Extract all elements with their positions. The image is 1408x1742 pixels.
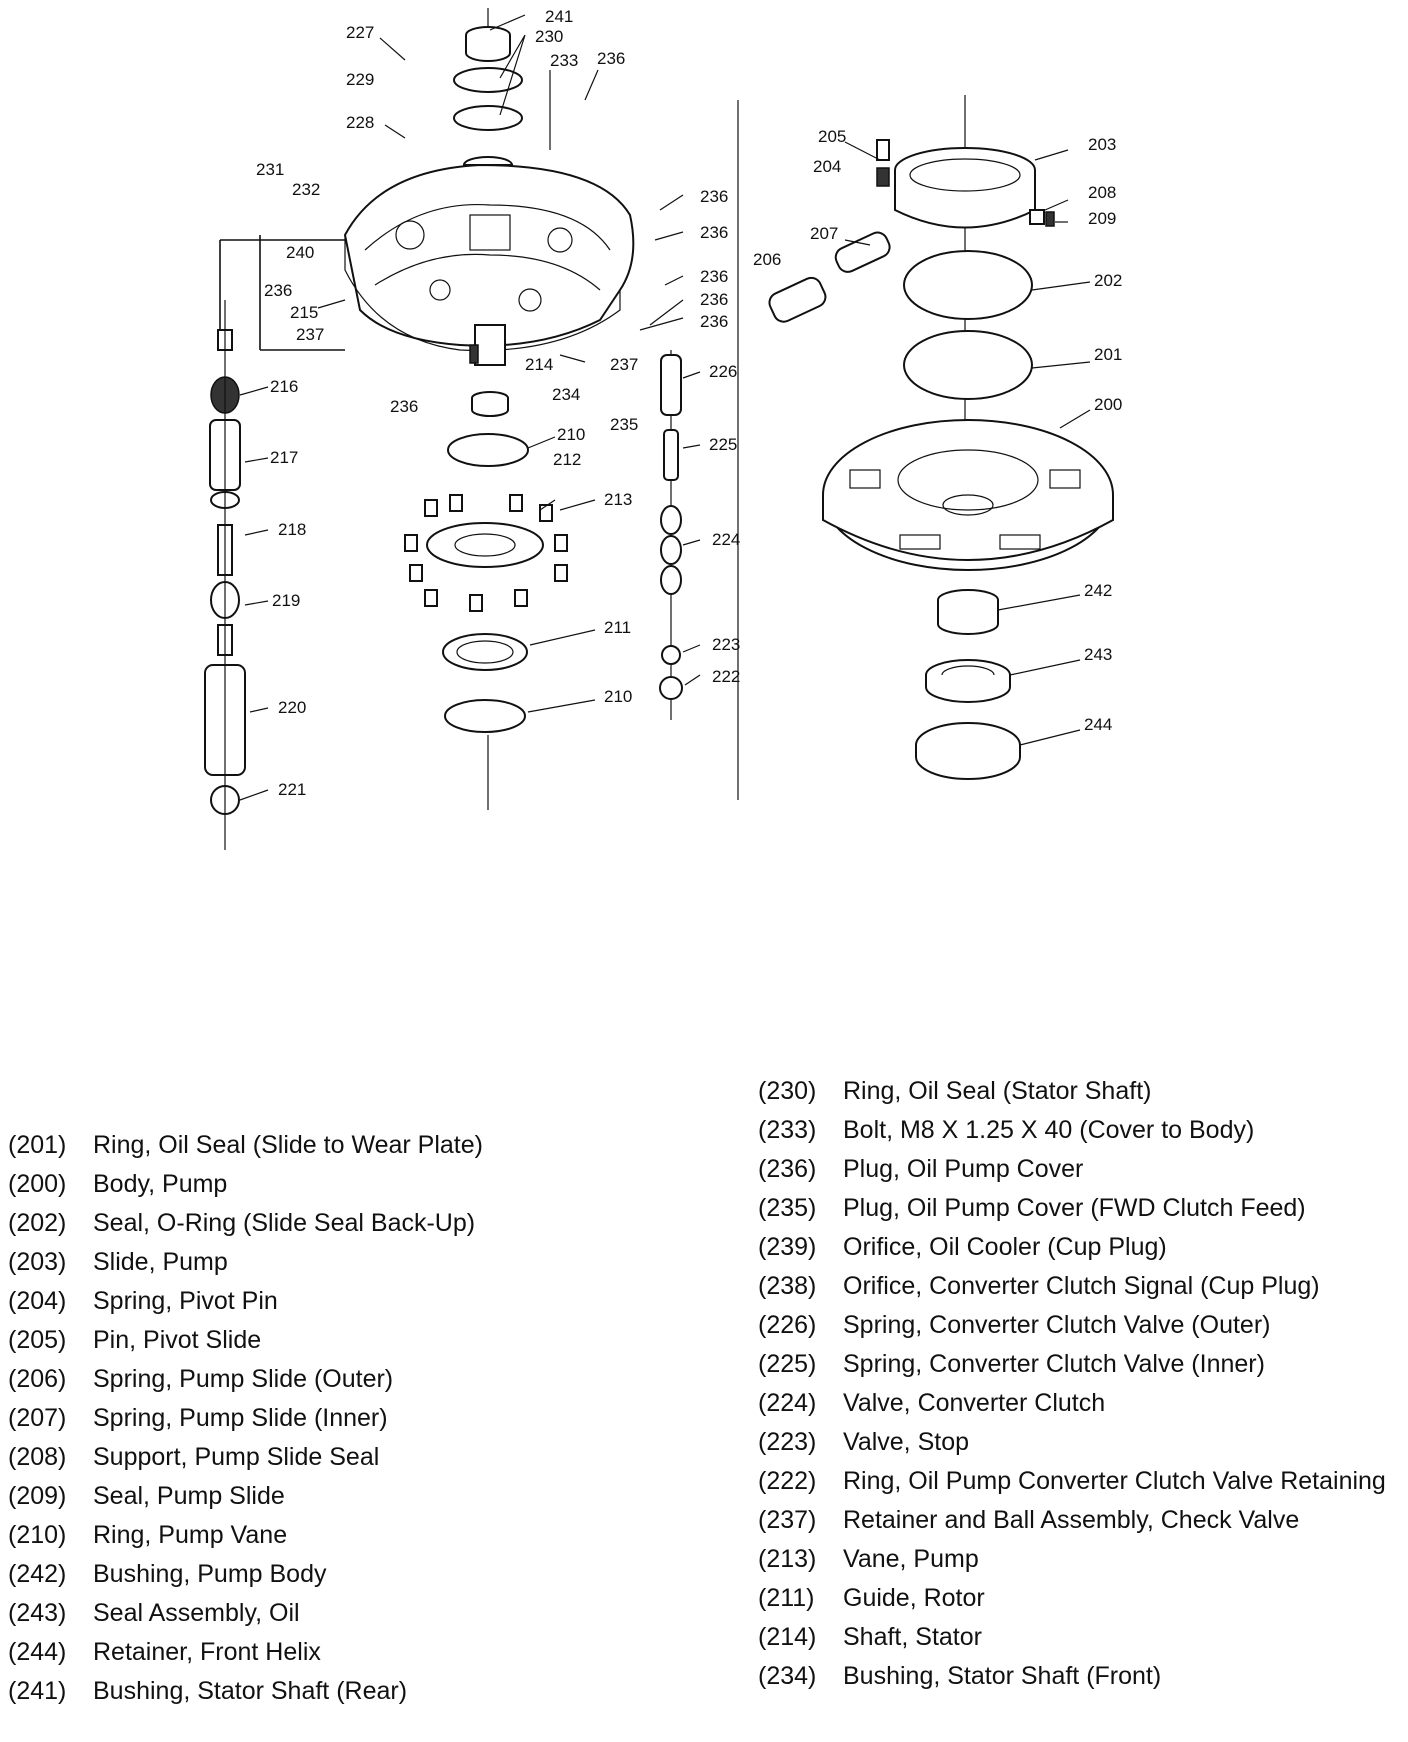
legend-part-description: Ring, Pump Vane <box>93 1521 288 1549</box>
legend-part-description: Orifice, Oil Cooler (Cup Plug) <box>843 1233 1167 1261</box>
callout-220: 220 <box>278 698 307 717</box>
legend-entry <box>758 1228 1408 1267</box>
legend-entry <box>8 1282 483 1321</box>
callout-234: 234 <box>552 385 581 404</box>
callout-232: 232 <box>292 180 321 199</box>
legend-entry <box>8 1516 483 1555</box>
callout-235: 235 <box>610 415 639 434</box>
legend-part-description: Retainer, Front Helix <box>93 1638 321 1666</box>
oil-seal-assembly <box>926 660 1010 702</box>
legend-entry <box>8 1126 483 1165</box>
callout-244: 244 <box>1084 715 1113 734</box>
callout-229: 229 <box>346 70 375 89</box>
slide-seal-backup-o-ring <box>904 251 1032 319</box>
legend-entry <box>758 1540 1408 1579</box>
legend-part-description: Valve, Stop <box>843 1428 970 1456</box>
callout-221: 221 <box>278 780 307 799</box>
legend-part-number: (208) <box>8 1443 67 1471</box>
legend-part-description: Seal Assembly, Oil <box>93 1599 300 1627</box>
callout-233: 233 <box>550 51 579 70</box>
callout-243: 243 <box>1084 645 1113 664</box>
legend-part-description: Spring, Pump Slide (Inner) <box>93 1404 388 1432</box>
legend-entry <box>758 1657 1408 1696</box>
legend-part-number: (213) <box>758 1545 817 1573</box>
legend-entry <box>758 1466 1408 1497</box>
callout-227: 227 <box>346 23 375 42</box>
callout-203: 203 <box>1088 135 1117 154</box>
callout-236-r1: 236 <box>700 187 729 206</box>
legend-part-description: Plug, Oil Pump Cover (FWD Clutch Feed) <box>843 1194 1306 1222</box>
parts-legend-right <box>758 1072 1408 1696</box>
legend-part-description: Guide, Rotor <box>843 1584 985 1612</box>
legend-part-number: (237) <box>758 1506 817 1534</box>
legend-part-number: (205) <box>8 1326 67 1354</box>
legend-part-number: (207) <box>8 1404 67 1432</box>
pump-vane-ring-upper <box>448 434 528 466</box>
callout-217: 217 <box>270 448 299 467</box>
legend-part-number: (225) <box>758 1350 817 1378</box>
legend-part-number: (201) <box>8 1131 67 1159</box>
callout-228: 228 <box>346 113 375 132</box>
callout-224: 224 <box>712 530 741 549</box>
callout-236-top: 236 <box>597 49 626 68</box>
callout-236-bottom: 236 <box>390 397 419 416</box>
legend-entry <box>8 1204 483 1243</box>
callout-206: 206 <box>753 250 782 269</box>
callout-215: 215 <box>290 303 319 322</box>
legend-part-number: (235) <box>758 1194 817 1222</box>
legend-part-number: (202) <box>8 1209 67 1237</box>
legend-entry <box>758 1579 1408 1618</box>
legend-part-description: Bushing, Stator Shaft (Rear) <box>93 1677 408 1705</box>
callout-226: 226 <box>709 362 738 381</box>
callout-216: 216 <box>270 377 299 396</box>
legend-entry <box>8 1477 483 1516</box>
slide-to-wear-plate-seal-ring <box>904 331 1032 399</box>
callout-236-r4: 236 <box>700 290 729 309</box>
legend-part-description: Bushing, Stator Shaft (Front) <box>843 1662 1162 1690</box>
legend-entry <box>8 1360 483 1399</box>
legend-entry <box>8 1243 483 1282</box>
legend-entry <box>758 1189 1408 1228</box>
callout-240: 240 <box>286 243 315 262</box>
callout-204: 204 <box>813 157 842 176</box>
parts-legend-left <box>8 1126 483 1711</box>
rotor-guide <box>443 634 527 670</box>
legend-part-number: (206) <box>8 1365 67 1393</box>
legend-part-number: (223) <box>758 1428 817 1456</box>
legend-part-description: Spring, Converter Clutch Valve (Inner) <box>843 1350 1265 1378</box>
legend-entry <box>758 1072 1408 1111</box>
callout-209: 209 <box>1088 209 1117 228</box>
legend-entry <box>758 1267 1408 1306</box>
legend-entry <box>8 1321 483 1360</box>
callout-214: 214 <box>525 355 554 374</box>
legend-part-number: (222) <box>758 1467 817 1495</box>
legend-part-description: Slide, Pump <box>93 1248 228 1276</box>
stator-shaft <box>470 325 505 365</box>
callout-236-left: 236 <box>264 281 293 300</box>
callout-207: 207 <box>810 224 839 243</box>
pump-rotor-and-vanes <box>405 495 567 611</box>
legend-part-number: (233) <box>758 1116 817 1144</box>
callout-236-r3: 236 <box>700 267 729 286</box>
legend-part-number: (209) <box>8 1482 67 1510</box>
legend-part-description: Spring, Converter Clutch Valve (Outer) <box>843 1311 1271 1339</box>
legend-part-number: (204) <box>8 1287 67 1315</box>
callout-212: 212 <box>553 450 582 469</box>
legend-entry <box>758 1423 1408 1462</box>
callout-208: 208 <box>1088 183 1117 202</box>
legend-entry <box>8 1672 483 1711</box>
callout-223: 223 <box>712 635 741 654</box>
legend-part-number: (243) <box>8 1599 67 1627</box>
pump-slide-springs <box>766 229 893 325</box>
converter-clutch-valve-stack <box>660 350 682 720</box>
pump-body-bushing <box>938 590 998 634</box>
legend-part-description: Ring, Oil Seal (Stator Shaft) <box>843 1077 1152 1105</box>
callout-225: 225 <box>709 435 738 454</box>
stator-shaft-bushing-front <box>472 392 508 416</box>
callout-241: 241 <box>545 7 574 26</box>
legend-part-description: Support, Pump Slide Seal <box>93 1443 380 1471</box>
legend-part-description: Body, Pump <box>93 1170 228 1198</box>
legend-part-number: (230) <box>758 1077 817 1105</box>
slide-seal-support <box>1030 210 1054 226</box>
legend-part-number: (210) <box>8 1521 67 1549</box>
callout-210-top: 210 <box>557 425 586 444</box>
front-helix-retainer <box>916 723 1020 779</box>
legend-part-description: Spring, Pump Slide (Outer) <box>93 1365 394 1393</box>
oil-pump-cover <box>345 165 633 351</box>
legend-entry <box>8 1399 483 1438</box>
callout-218: 218 <box>278 520 307 539</box>
legend-part-description: Seal, O-Ring (Slide Seal Back-Up) <box>93 1209 476 1237</box>
legend-part-number: (241) <box>8 1677 67 1705</box>
legend-part-description: Shaft, Stator <box>843 1623 982 1651</box>
stator-shaft-bushing-rear <box>466 27 510 61</box>
legend-entry <box>758 1111 1408 1150</box>
legend-part-number: (244) <box>8 1638 67 1666</box>
callout-211: 211 <box>604 618 632 637</box>
legend-part-number: (203) <box>8 1248 67 1276</box>
callout-222: 222 <box>712 667 741 686</box>
callout-213: 213 <box>604 490 633 509</box>
pump-body <box>823 420 1113 570</box>
legend-entry <box>758 1345 1408 1384</box>
legend-entry <box>8 1633 483 1672</box>
legend-part-number: (238) <box>758 1272 817 1300</box>
legend-entry <box>758 1618 1408 1657</box>
callout-201: 201 <box>1094 345 1123 364</box>
pump-slide <box>895 148 1035 228</box>
callout-230: 230 <box>535 27 564 46</box>
legend-part-description: Bolt, M8 X 1.25 X 40 (Cover to Body) <box>843 1116 1255 1144</box>
callout-237-right: 237 <box>610 355 639 374</box>
callout-236-r2: 236 <box>700 223 729 242</box>
legend-part-number: (239) <box>758 1233 817 1261</box>
callout-236-r5: 236 <box>700 312 729 331</box>
legend-part-description: Plug, Oil Pump Cover <box>843 1155 1084 1183</box>
legend-entry <box>8 1555 483 1594</box>
callout-219: 219 <box>272 591 301 610</box>
legend-entry <box>8 1165 483 1204</box>
legend-part-description: Ring, Oil Pump Converter Clutch Valve Retaining <box>843 1467 1386 1495</box>
callout-205: 205 <box>818 127 847 146</box>
callout-210-bottom: 210 <box>604 687 633 706</box>
legend-part-number: (242) <box>8 1560 67 1588</box>
callout-237-left: 237 <box>296 325 325 344</box>
legend-entry <box>758 1501 1408 1540</box>
callout-242: 242 <box>1084 581 1113 600</box>
legend-part-number: (211) <box>758 1584 815 1612</box>
legend-part-description: Ring, Oil Seal (Slide to Wear Plate) <box>93 1131 483 1159</box>
legend-part-number: (234) <box>758 1662 817 1690</box>
legend-entry <box>8 1438 483 1477</box>
legend-part-number: (224) <box>758 1389 817 1417</box>
legend-entry <box>758 1306 1408 1345</box>
legend-part-description: Vane, Pump <box>843 1545 979 1573</box>
legend-part-number: (214) <box>758 1623 817 1651</box>
legend-part-description: Retainer and Ball Assembly, Check Valve <box>843 1506 1300 1534</box>
pump-vane-ring-lower <box>445 700 525 732</box>
legend-entry <box>758 1150 1408 1189</box>
legend-part-description: Spring, Pivot Pin <box>93 1287 278 1315</box>
legend-part-description: Seal, Pump Slide <box>93 1482 285 1510</box>
legend-part-description: Bushing, Pump Body <box>93 1560 327 1588</box>
pivot-pin-and-spring <box>877 140 889 186</box>
legend-part-number: (200) <box>8 1170 67 1198</box>
legend-part-description: Pin, Pivot Slide <box>93 1326 262 1354</box>
callout-231: 231 <box>256 160 285 179</box>
legend-part-description: Valve, Converter Clutch <box>843 1389 1106 1417</box>
legend-part-number: (236) <box>758 1155 817 1183</box>
legend-part-number: (226) <box>758 1311 817 1339</box>
callout-200: 200 <box>1094 395 1123 414</box>
legend-entry <box>8 1594 483 1633</box>
callout-202: 202 <box>1094 271 1123 290</box>
legend-part-description: Orifice, Converter Clutch Signal (Cup Plug) <box>843 1272 1320 1300</box>
legend-entry <box>758 1384 1408 1423</box>
